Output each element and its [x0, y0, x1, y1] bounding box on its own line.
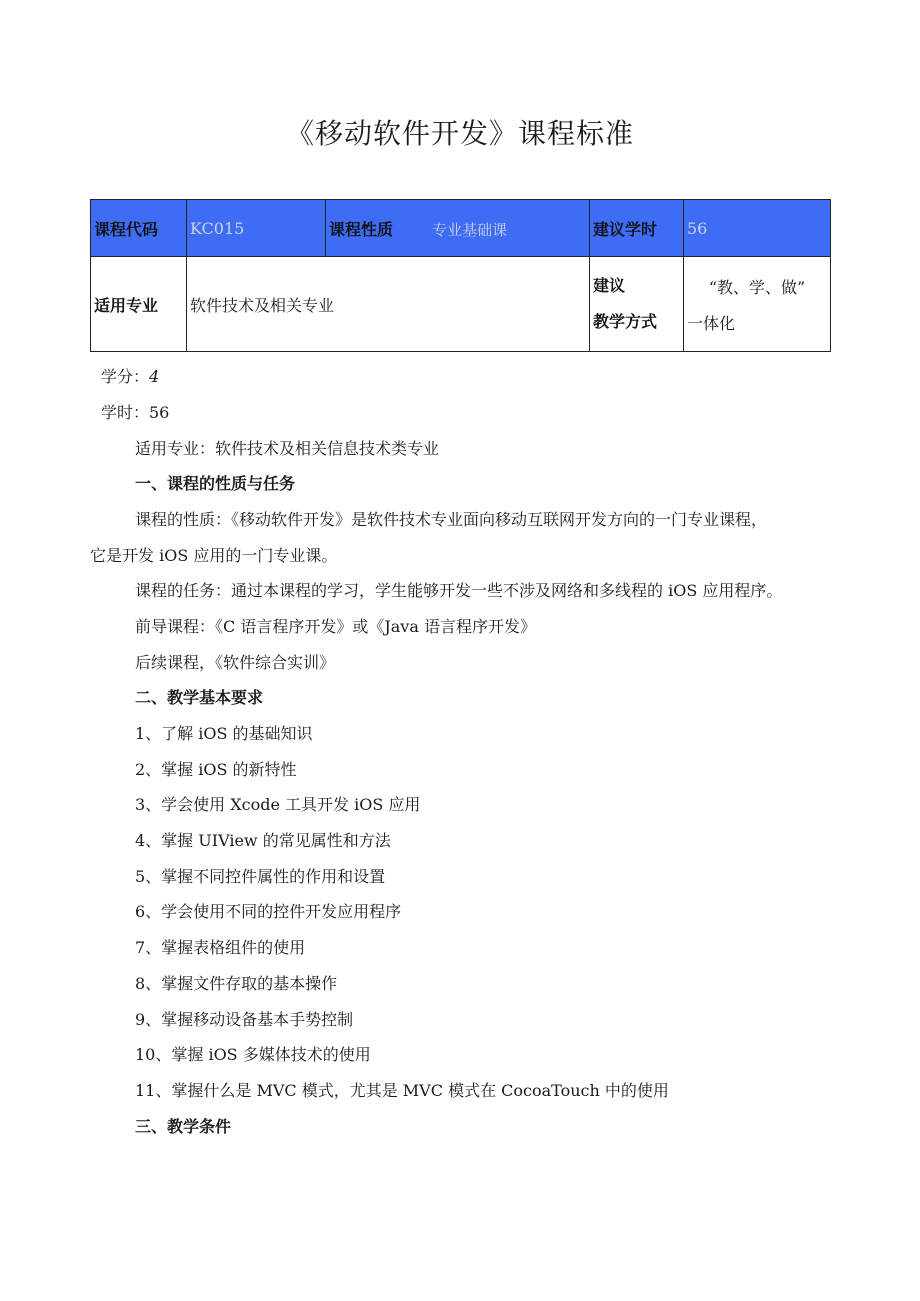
major-value: 软件技术及相关专业	[187, 257, 590, 352]
table-row	[91, 200, 831, 257]
teaching-method-label	[590, 257, 684, 352]
course-info-table	[90, 199, 831, 352]
teaching-method-value	[684, 257, 831, 352]
suggested-hours-label: 建议学时	[590, 200, 684, 257]
credits-value: 4	[149, 367, 160, 386]
list-item: 1、了解 iOS 的基础知识	[135, 724, 313, 743]
teaching-method-label-line2: 教学方式	[593, 312, 658, 332]
list-item: 9、掌握移动设备基本手势控制	[135, 1010, 354, 1029]
course-nature-label: 课程性质	[329, 219, 394, 239]
follow-up-courses: 后续课程，《软件综合实训》	[135, 653, 336, 672]
course-code-value: KC015	[187, 200, 326, 257]
list-item: 2、掌握 iOS 的新特性	[135, 760, 297, 779]
list-item: 8、掌握文件存取的基本操作	[135, 974, 338, 993]
teaching-method-value-line2: 一体化	[687, 314, 736, 334]
major-label: 适用专业	[91, 257, 187, 352]
teaching-method-label-line1: 建议	[593, 276, 626, 296]
list-item: 3、学会使用 Xcode 工具开发 iOS 应用	[135, 795, 421, 814]
list-item: 5、掌握不同控件属性的作用和设置	[135, 867, 386, 886]
teaching-method-value-line1: “教、学、做”	[708, 278, 806, 298]
list-item: 10、掌握 iOS 多媒体技术的使用	[135, 1045, 371, 1064]
course-nature-paragraph: 课程的性质：《移动软件开发》是软件技术专业面向移动互联网开发方向的一门专业课程，	[135, 510, 768, 529]
page-title: 《移动软件开发》课程标准	[285, 117, 634, 150]
section-heading-nature-task: 一、课程的性质与任务	[135, 474, 296, 493]
suggested-hours-value: 56	[684, 200, 831, 257]
table-row	[91, 257, 831, 352]
course-code-label: 课程代码	[91, 200, 187, 257]
credits-label: 学分：	[101, 367, 150, 386]
list-item: 11、掌握什么是 MVC 模式，尤其是 MVC 模式在 CocoaTouch 中的使用	[135, 1081, 669, 1100]
section-heading-conditions: 三、教学条件	[135, 1117, 232, 1136]
course-nature-value: 专业基础课	[432, 220, 508, 239]
section-heading-requirements: 二、教学基本要求	[135, 688, 264, 707]
applicable-major-line: 适用专业：软件技术及相关信息技术类专业	[135, 439, 440, 458]
list-item: 7、掌握表格组件的使用	[135, 938, 306, 957]
prerequisite-courses: 前导课程：《C 语言程序开发》或《Java 语言程序开发》	[135, 617, 536, 636]
nature-cell	[326, 200, 590, 257]
course-nature-paragraph-cont: 它是开发 iOS 应用的一门专业课。	[90, 546, 338, 565]
course-task-paragraph: 课程的任务：通过本课程的学习，学生能够开发一些不涉及网络和多线程的 iOS 应用程序。	[135, 581, 783, 600]
hours-line: 学时：56	[101, 403, 170, 422]
list-item: 6、学会使用不同的控件开发应用程序	[135, 902, 402, 921]
credits-line	[101, 364, 159, 387]
list-item: 4、掌握 UIView 的常见属性和方法	[135, 831, 391, 850]
